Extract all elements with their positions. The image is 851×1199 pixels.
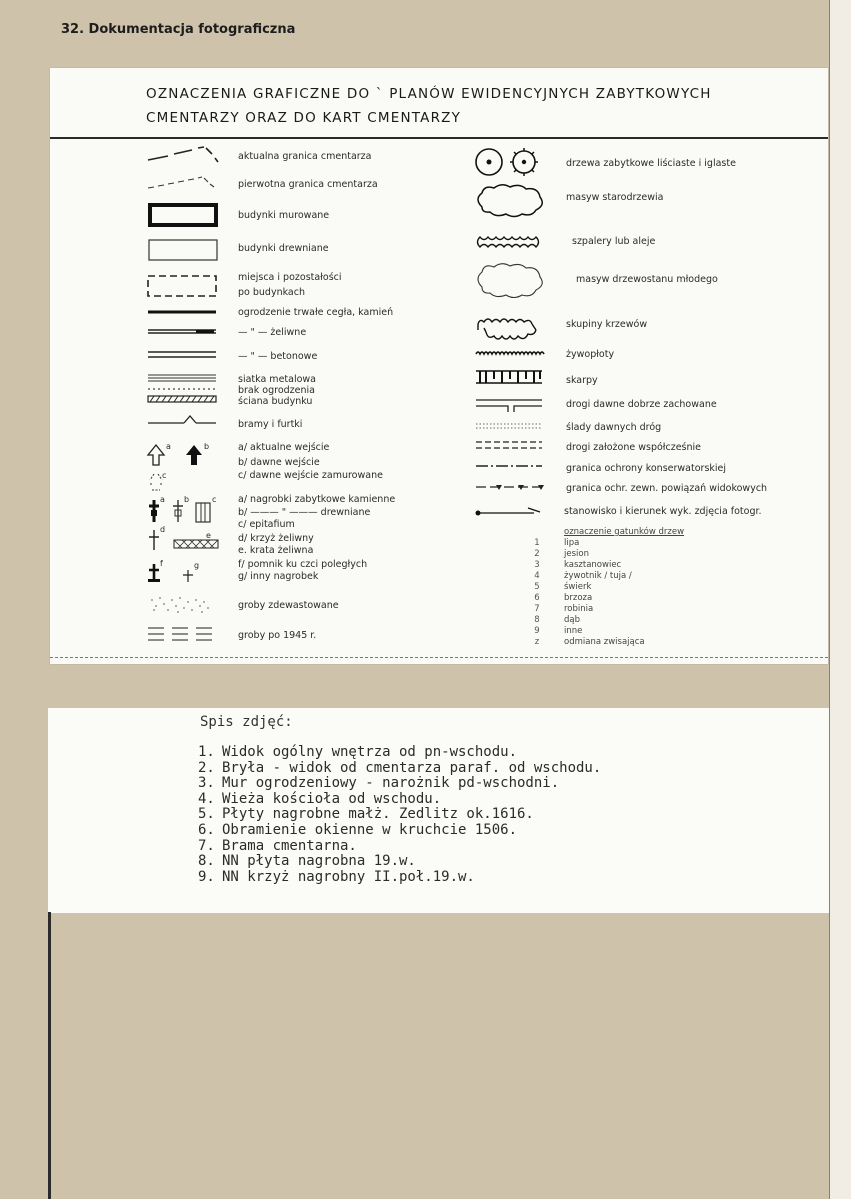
species-name: brzoza xyxy=(564,593,593,603)
legend-left-label: c/ dawne wejście zamurowane xyxy=(238,470,383,481)
letter-b-tomb: b xyxy=(184,495,190,504)
list-item xyxy=(198,807,601,823)
legend-left-label: aktualna granica cmentarza xyxy=(238,151,372,162)
escarpments-symbol xyxy=(474,369,548,385)
species-number: 8 xyxy=(534,615,540,625)
legend-left-label: — " — żeliwne xyxy=(238,327,307,338)
legend-right-label: żywopłoty xyxy=(566,349,615,360)
species-name: odmiana zwisająca xyxy=(564,637,645,647)
list-item xyxy=(198,870,601,886)
legend-left-label: g/ inny nagrobek xyxy=(238,571,319,582)
legend-right-label: drzewa zabytkowe liściaste i iglaste xyxy=(566,158,736,169)
list-item xyxy=(198,776,601,792)
list-item-text: Wieża kościoła od wschodu. xyxy=(222,790,442,807)
legend-left-label: e. krata żeliwna xyxy=(238,545,314,556)
legend-title-rule xyxy=(50,137,828,139)
legend-left-label: a/ aktualne wejście xyxy=(238,442,330,453)
legend-left-label: po budynkach xyxy=(238,287,305,298)
legend-left-label: ściana budynku xyxy=(238,396,313,407)
legend-left-label: c/ epitafium xyxy=(238,519,295,530)
legend-left-label: a/ nagrobki zabytkowe kamienne xyxy=(238,494,396,505)
species-name: świerk xyxy=(564,582,592,592)
photo-position-symbol xyxy=(474,505,548,517)
road-traces-symbol xyxy=(474,422,548,430)
list-item-text: NN płyta nagrobna 19.w. xyxy=(222,853,416,870)
legend-right-label: drogi założone współcześnie xyxy=(566,442,702,453)
original-boundary-symbol xyxy=(146,172,221,192)
species-name: lipa xyxy=(564,538,580,548)
species-name: jesion xyxy=(564,549,589,559)
species-name: inne xyxy=(564,626,583,636)
cast-iron-fence-symbol xyxy=(146,327,220,337)
bricked-entrance-symbol xyxy=(148,472,172,494)
legend-right-label: szpalery lub aleje xyxy=(572,236,656,247)
wooden-building-symbol xyxy=(148,239,220,263)
legend-sheet xyxy=(50,68,828,664)
list-item xyxy=(198,792,601,808)
shrub-groups-symbol xyxy=(474,314,548,344)
photo-list-card xyxy=(48,708,845,913)
modern-roads-symbol xyxy=(474,440,548,450)
species-number: 4 xyxy=(534,571,540,581)
list-item xyxy=(198,839,601,855)
legend-right-label: drogi dawne dobrze zachowane xyxy=(566,399,717,410)
legend-left-label: f/ pomnik ku czci poległych xyxy=(238,559,368,570)
hedges-symbol xyxy=(474,349,548,357)
species-number: z xyxy=(534,637,540,647)
view-boundary-symbol xyxy=(474,483,548,493)
letter-d: d xyxy=(160,525,166,534)
old-tree-stand-symbol xyxy=(474,183,548,219)
list-item xyxy=(198,854,601,870)
conservation-boundary-symbol xyxy=(474,463,548,469)
list-item-number: 8. xyxy=(198,853,215,870)
legend-left-label: d/ krzyż żeliwny xyxy=(238,533,314,544)
letter-b: b xyxy=(204,442,210,451)
memorial-and-other-symbol xyxy=(148,559,218,584)
list-item xyxy=(198,823,601,839)
old-roads-symbol xyxy=(474,397,548,413)
current-boundary-symbol xyxy=(146,144,221,166)
letter-g: g xyxy=(194,561,200,570)
list-item-number: 7. xyxy=(198,837,215,854)
building-remains-symbol xyxy=(146,273,220,299)
legend-left-label: budynki murowane xyxy=(238,210,330,221)
legend-left-label: bramy i furtki xyxy=(238,419,303,430)
letter-c-tomb: c xyxy=(212,495,217,504)
metal-mesh-fence-symbol xyxy=(146,373,220,385)
legend-left-label: pierwotna granica cmentarza xyxy=(238,179,378,190)
species-number: 9 xyxy=(534,626,540,636)
list-item-number: 6. xyxy=(198,821,215,838)
letter-e: e xyxy=(206,531,211,540)
list-item xyxy=(198,761,601,777)
legend-title-line-2: CMENTARZY ORAZ DO KART CMENTARZY xyxy=(146,110,462,126)
letter-a-tomb: a xyxy=(160,495,165,504)
legend-bottom-rule xyxy=(50,657,828,658)
list-item-text: Widok ogólny wnętrza od pn-wschodu. xyxy=(222,744,518,760)
legend-right-label: masyw starodrzewia xyxy=(566,192,664,203)
legend-left-label: ogrodzenie trwałe cegła, kamień xyxy=(238,307,394,318)
list-item-number: 5. xyxy=(198,806,215,823)
species-number: 5 xyxy=(534,582,540,592)
list-item-text: Brama cmentarna. xyxy=(222,837,357,854)
list-item-text: Bryła - widok od cmentarza paraf. od wschodu. xyxy=(222,759,602,776)
building-wall-symbol xyxy=(146,395,220,405)
photo-list-title: Spis zdjęć: xyxy=(200,714,293,730)
species-number: 1 xyxy=(534,538,540,548)
legend-title xyxy=(146,82,796,130)
species-name: dąb xyxy=(564,615,580,625)
letter-c: c xyxy=(162,471,167,480)
permanent-fence-symbol xyxy=(146,308,220,316)
legend-right-label: ślady dawnych dróg xyxy=(566,422,662,433)
post-1945-graves-symbol xyxy=(146,625,220,645)
legend-right-label: stanowisko i kierunek wyk. zdjęcia fotogr. xyxy=(564,506,762,517)
species-name: robinia xyxy=(564,604,594,614)
legend-left-label: b/ ——— " ——— drewniane xyxy=(238,507,371,518)
list-item-text: NN krzyż nagrobny II.poł.19.w. xyxy=(222,868,475,885)
tree-rows-symbol xyxy=(474,234,548,250)
legend-right-label: masyw drzewostanu młodego xyxy=(576,274,718,285)
letter-f: f xyxy=(160,559,163,568)
masonry-building-symbol xyxy=(148,203,220,229)
species-number: 3 xyxy=(534,560,540,570)
list-item-number: 9. xyxy=(198,868,215,885)
tombstones-symbol xyxy=(148,495,218,524)
species-number: 6 xyxy=(534,593,540,603)
list-item xyxy=(198,745,601,761)
legend-left-label: groby zdewastowane xyxy=(238,600,339,611)
species-number: 7 xyxy=(534,604,540,614)
legend-right-label: granica ochr. zewn. powiązań widokowych xyxy=(566,483,768,494)
list-item-number: 3. xyxy=(198,775,215,792)
legend-right-label: skarpy xyxy=(566,375,598,386)
list-item-number: 2. xyxy=(198,759,215,776)
young-tree-stand-symbol xyxy=(474,261,548,301)
legend-left-label: siatka metalowa xyxy=(238,374,316,385)
legend-left-label: budynki drewniane xyxy=(238,243,329,254)
species-name: żywotnik / tuja / xyxy=(564,571,632,581)
legend-left-label: — " — betonowe xyxy=(238,351,318,362)
photo-list xyxy=(198,745,601,885)
legend-left-label: brak ogrodzenia xyxy=(238,385,315,396)
page-header: 32. Dokumentacja fotograficzna xyxy=(61,22,296,37)
list-item-text: Płyty nagrobne małż. Zedlitz ok.1616. xyxy=(222,806,534,823)
list-item-number: 1. xyxy=(198,744,215,760)
historic-trees-symbol xyxy=(474,147,546,179)
legend-right-label: skupiny krzewów xyxy=(566,319,648,330)
letter-a: a xyxy=(166,442,171,451)
page-left-edge xyxy=(48,912,51,1199)
legend-left-label: b/ dawne wejście xyxy=(238,457,320,468)
list-item-text: Mur ogrodzeniowy - narożnik pd-wschodni. xyxy=(222,775,560,792)
gates-symbol xyxy=(146,414,220,428)
species-name: kasztanowiec xyxy=(564,560,622,570)
devastated-graves-symbol xyxy=(146,594,220,616)
species-heading: oznaczenie gatunków drzew xyxy=(564,527,685,537)
legend-left-label: groby po 1945 r. xyxy=(238,630,317,641)
list-item-text: Obramienie okienne w kruchcie 1506. xyxy=(222,821,518,838)
legend-title-line-1: OZNACZENIA GRAFICZNE DO ` PLANÓW EWIDENCYJNYCH ZABYTKOWYCH xyxy=(146,86,712,102)
species-number: 2 xyxy=(534,549,540,559)
entrance-arrows-symbol xyxy=(146,443,226,467)
concrete-fence-symbol xyxy=(146,350,220,360)
legend-left-label: miejsca i pozostałości xyxy=(238,272,342,283)
no-fence-symbol xyxy=(146,386,220,392)
list-item-number: 4. xyxy=(198,790,215,807)
cross-and-grille-symbol xyxy=(148,525,228,552)
page-right-edge xyxy=(829,0,851,1199)
legend-right-label: granica ochrony konserwatorskiej xyxy=(566,463,727,474)
